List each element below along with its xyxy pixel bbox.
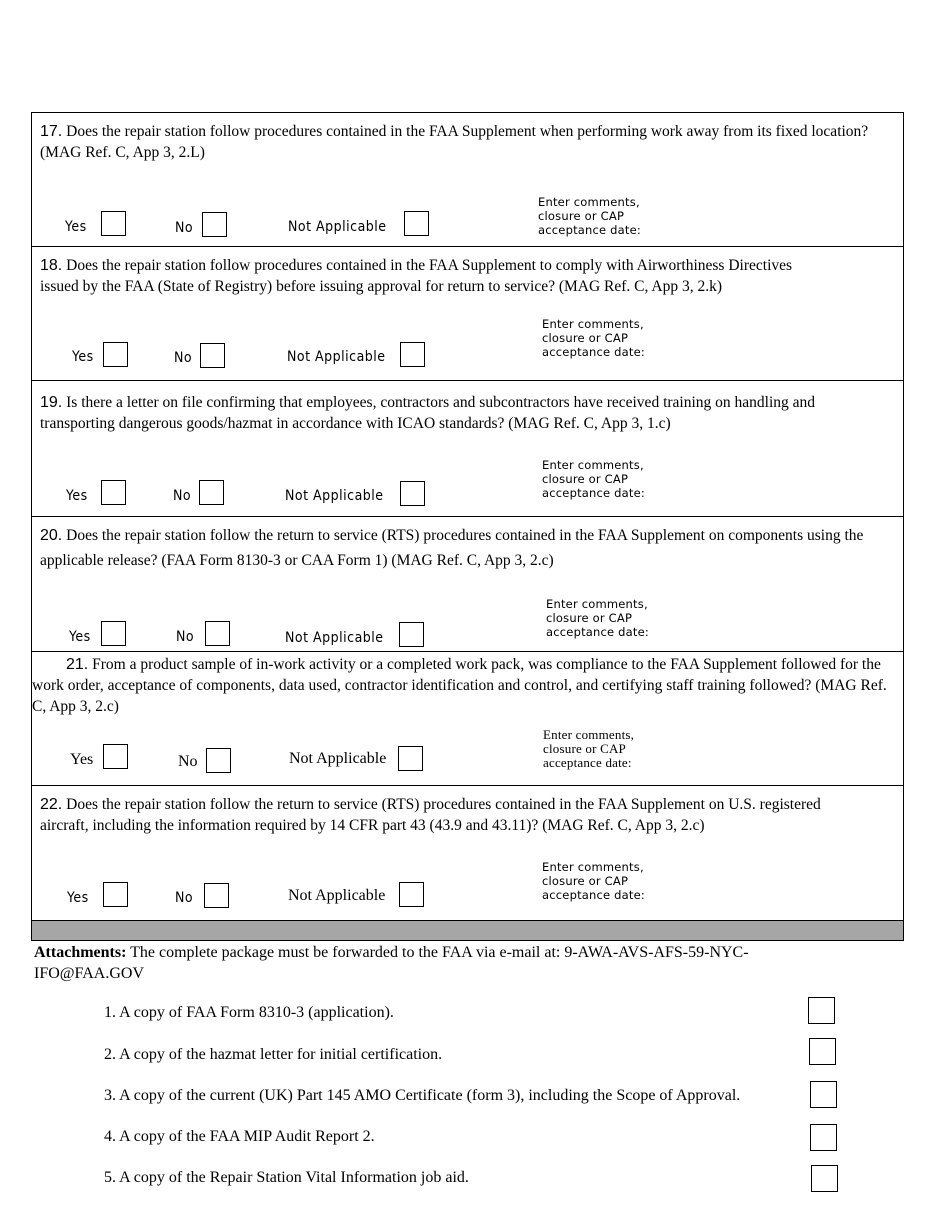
comments-prompt: Enter comments, closure or CAP acceptance date: bbox=[542, 860, 645, 902]
no-label: No bbox=[175, 220, 194, 236]
not-applicable-label: Not Applicable bbox=[285, 488, 384, 504]
no-checkbox[interactable] bbox=[199, 480, 224, 505]
not-applicable-label: Not Applicable bbox=[287, 349, 386, 365]
no-label: No bbox=[176, 629, 195, 645]
yes-label: Yes bbox=[65, 219, 87, 235]
attachment-checkbox-4[interactable] bbox=[810, 1124, 837, 1151]
no-checkbox[interactable] bbox=[200, 343, 225, 368]
not-applicable-checkbox[interactable] bbox=[399, 882, 424, 907]
no-checkbox[interactable] bbox=[205, 621, 230, 646]
yes-checkbox[interactable] bbox=[101, 621, 126, 646]
yes-label: Yes bbox=[69, 629, 91, 645]
no-checkbox[interactable] bbox=[206, 748, 231, 773]
yes-label: Yes bbox=[67, 890, 89, 906]
attachments-intro bbox=[34, 942, 824, 984]
question-18 bbox=[32, 247, 903, 381]
attachment-checkbox-3[interactable] bbox=[810, 1081, 837, 1108]
comments-prompt: Enter comments, closure or CAP acceptance date: bbox=[542, 458, 645, 500]
yes-checkbox[interactable] bbox=[103, 342, 128, 367]
attachment-checkbox-2[interactable] bbox=[809, 1038, 836, 1065]
attachments-instruction: The complete package must be forwarded to the FAA via e-mail at: 9-AWA-AVS-AFS-59-NYC-IFO@FAA.GOV bbox=[34, 944, 749, 982]
question-22 bbox=[32, 786, 903, 921]
not-applicable-checkbox[interactable] bbox=[398, 746, 423, 771]
yes-checkbox[interactable] bbox=[101, 480, 126, 505]
not-applicable-checkbox[interactable] bbox=[400, 342, 425, 367]
yes-checkbox[interactable] bbox=[101, 211, 126, 236]
attachment-checkbox-1[interactable] bbox=[808, 997, 835, 1024]
comments-prompt: Enter comments, closure or CAP acceptance date: bbox=[538, 195, 641, 237]
no-checkbox[interactable] bbox=[204, 883, 229, 908]
no-label: No bbox=[178, 753, 198, 770]
no-checkbox[interactable] bbox=[202, 212, 227, 237]
yes-checkbox[interactable] bbox=[103, 744, 128, 769]
question-text: 21. From a product sample of in-work activity or a completed work pack, was compliance to the FAA Supplement followed for the work order, acceptance of components, data used, contractor identification and control, and certifying staff training followed? (MAG Ref. C, App 3, 2.c) bbox=[32, 656, 887, 715]
comments-prompt: Enter comments, closure or CAP acceptance date: bbox=[542, 317, 645, 359]
not-applicable-label: Not Applicable bbox=[288, 219, 387, 235]
attachment-item-2: 2. A copy of the hazmat letter for initial certification. bbox=[104, 1046, 443, 1063]
yes-label: Yes bbox=[66, 488, 88, 504]
not-applicable-label: Not Applicable bbox=[285, 630, 384, 646]
question-text: 17. Does the repair station follow procedures contained in the FAA Supplement when performing work away from its fixed location? (MAG Ref. C, App 3, 2.L) bbox=[40, 123, 869, 161]
section-divider-bar bbox=[32, 921, 903, 941]
yes-checkbox[interactable] bbox=[103, 882, 128, 907]
not-applicable-checkbox[interactable] bbox=[404, 211, 429, 236]
yes-label: Yes bbox=[70, 751, 94, 768]
attachment-item-3: 3. A copy of the current (UK) Part 145 AMO Certificate (form 3), including the Scope of Approval. bbox=[104, 1087, 741, 1104]
question-text: 18. Does the repair station follow procedures contained in the FAA Supplement to comply with Airworthiness Directives issued by the FAA (State of Registry) before issuing approval for return to service? (MAG Ref. C, App 3, 2.k) bbox=[40, 257, 793, 295]
question-17 bbox=[32, 113, 903, 247]
comments-prompt: Enter comments, closure or CAP acceptance date: bbox=[543, 727, 635, 770]
attachment-item-1: 1. A copy of FAA Form 8310-3 (application). bbox=[104, 1004, 394, 1021]
attachment-checkbox-5[interactable] bbox=[811, 1165, 838, 1192]
attachment-item-4: 4. A copy of the FAA MIP Audit Report 2. bbox=[104, 1128, 375, 1145]
not-applicable-label: Not Applicable bbox=[288, 887, 386, 904]
yes-label: Yes bbox=[72, 349, 94, 365]
question-text: 19. Is there a letter on file confirming that employees, contractors and subcontractors have received training on handling and transporting dangerous goods/hazmat in accordance with ICAO standards? (MAG Ref. C, App 3, 1.c) bbox=[40, 394, 816, 432]
checklist-table bbox=[31, 112, 904, 941]
no-label: No bbox=[175, 890, 194, 906]
question-19 bbox=[32, 381, 903, 517]
question-21 bbox=[32, 652, 903, 786]
not-applicable-checkbox[interactable] bbox=[399, 622, 424, 647]
no-label: No bbox=[173, 488, 192, 504]
comments-prompt: Enter comments, closure or CAP acceptance date: bbox=[546, 597, 649, 639]
question-text: 22. Does the repair station follow the return to service (RTS) procedures contained in the FAA Supplement on U.S. registered aircraft, including the information required by 14 CFR part 43 (43.9 and 43.11)? (MAG Ref. C, App 3, 2.c) bbox=[40, 796, 821, 834]
no-label: No bbox=[174, 350, 193, 366]
not-applicable-label: Not Applicable bbox=[289, 750, 387, 767]
not-applicable-checkbox[interactable] bbox=[400, 481, 425, 506]
attachment-item-5: 5. A copy of the Repair Station Vital Information job aid. bbox=[104, 1169, 469, 1186]
question-text: 20. Does the repair station follow the return to service (RTS) procedures contained in the FAA Supplement on components using the applicable release? (FAA Form 8130-3 or CAA Form 1) (MAG Ref. C, App 3, 2.c) bbox=[40, 527, 864, 569]
attachments-label: Attachments: bbox=[34, 944, 127, 961]
question-20 bbox=[32, 517, 903, 652]
